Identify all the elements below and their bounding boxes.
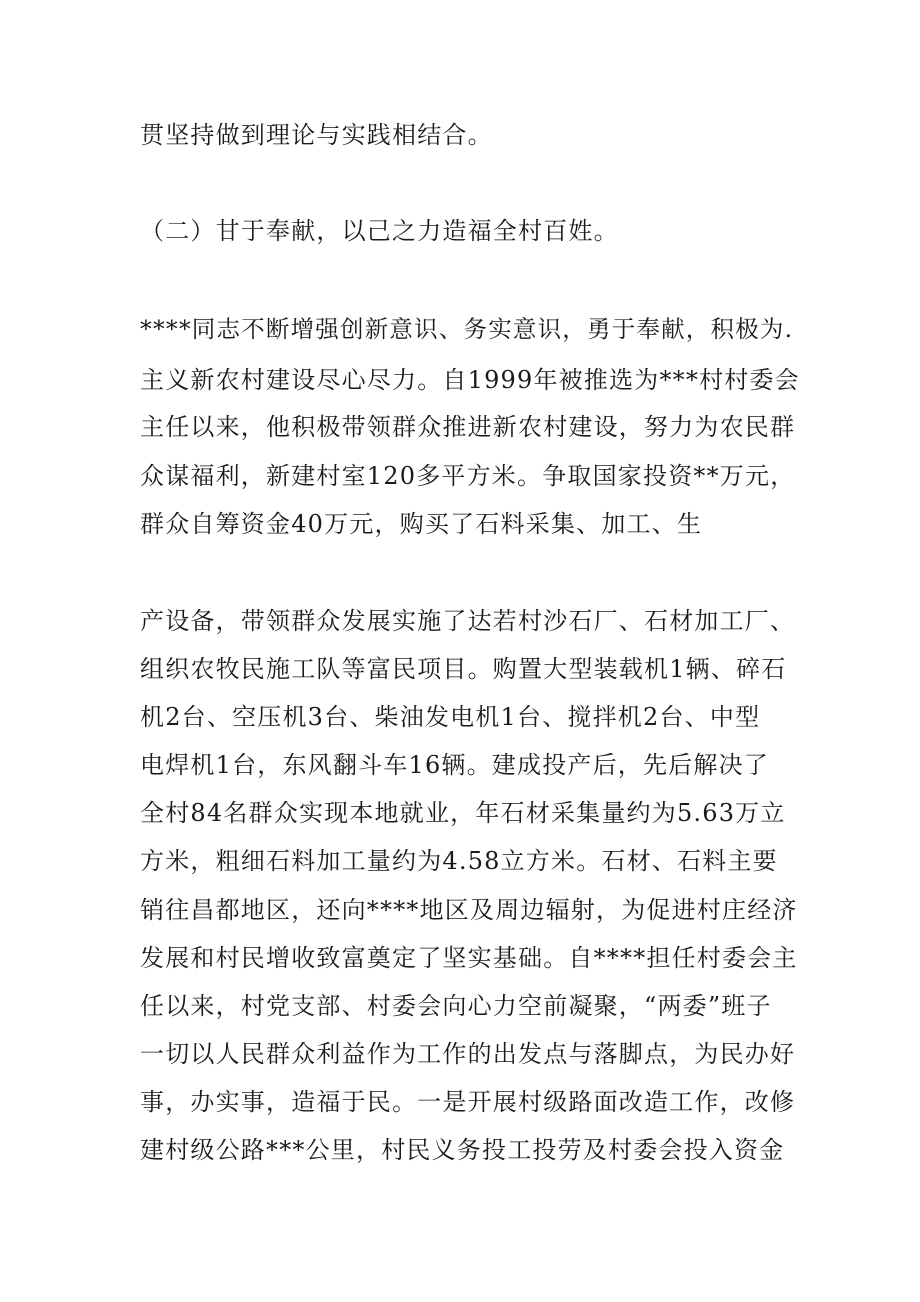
text-line: 组织农牧民施工队等富民项目。购置大型装载机1辆、碎石 — [140, 655, 787, 683]
text-line: 销往昌都地区，还向****地区及周边辐射，为促进村庄经济 — [140, 896, 798, 924]
text-line: 众谋福利，新建村室120多平方米。争取国家投资**万元， — [140, 462, 796, 490]
text-line: 主义新农村建设尽心尽力。自1999年被推选为***村村委会 — [140, 366, 800, 394]
text-line: 发展和村民增收致富奠定了坚实基础。自****担任村委会主 — [140, 944, 798, 972]
text-line: 机2台、空压机3台、柴油发电机1台、搅拌机2台、中型 — [140, 703, 761, 731]
section-heading: （二）甘于奉献，以己之力造福全村百姓。 — [140, 217, 619, 245]
text-line: 产设备，带领群众发展实施了达若村沙石厂、石材加工厂、 — [140, 607, 796, 635]
text-line: 任以来，村党支部、村委会向心力空前凝聚，“两委”班子 — [140, 992, 772, 1020]
text-line: 事，办实事，造福于民。一是开展村级路面改造工作，改修 — [140, 1088, 796, 1116]
text-line: 方米，粗细石料加工量约为4.58立方米。石材、石料主要 — [140, 847, 778, 875]
text-line: 一切以人民群众利益作为工作的出发点与落脚点，为民办好 — [140, 1040, 796, 1068]
text-line: 贯坚持做到理论与实践相结合。 — [140, 121, 493, 149]
text-line: 全村84名群众实现本地就业，年石材采集量约为5.63万立 — [140, 799, 786, 827]
text-line: 电焊机1台，东风翻斗车16辆。建成投产后，先后解决了 — [140, 751, 770, 779]
text-line: 建村级公路***公里，村民义务投工投劳及村委会投入资金 — [140, 1136, 785, 1164]
text-line: 群众自筹资金40万元，购买了石料采集、加工、生 — [140, 510, 703, 538]
text-line: ****同志不断增强创新意识、务实意识，勇于奉献，积极为. — [140, 315, 794, 343]
text-line: 主任以来，他积极带领群众推进新农村建设，努力为农民群 — [140, 413, 796, 441]
